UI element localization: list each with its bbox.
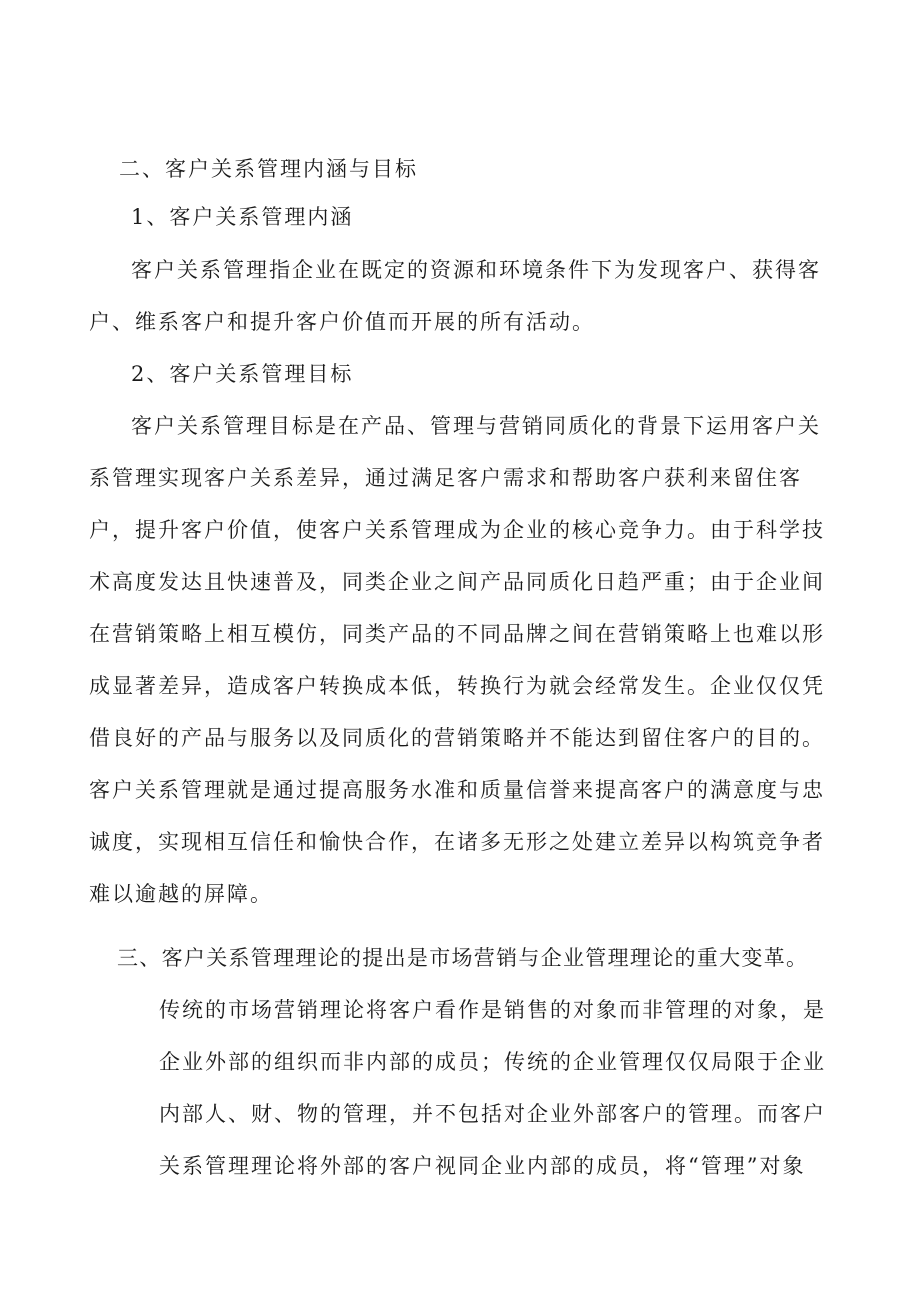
paragraph-line: 客户关系管理目标是在产品、管理与营销同质化的背景下运用客户关 [131,414,821,438]
paragraph-line: 成显著差异，造成客户转换成本低，转换行为就会经常发生。企业仅仅凭 [89,674,825,698]
paragraph-line: 关系管理理论将外部的客户视同企业内部的成员，将“管理”对象 [159,1154,806,1178]
subsection-2-1-heading: 1、客户关系管理内涵 [131,205,354,229]
section-2-heading: 二、客户关系管理内涵与目标 [119,157,418,181]
paragraph-line: 客户关系管理就是通过提高服务水准和质量信誉来提高客户的满意度与忠 [89,778,825,802]
paragraph-line: 借良好的产品与服务以及同质化的营销策略并不能达到留住客户的目的。 [89,726,825,750]
paragraph-line: 在营销策略上相互模仿，同类产品的不同品牌之间在营销策略上也难以形 [89,622,825,646]
paragraph-line: 内部人、财、物的管理，并不包括对企业外部客户的管理。而客户 [159,1102,826,1126]
paragraph-line: 户，提升客户价值，使客户关系管理成为企业的核心竞争力。由于科学技 [89,518,825,542]
subsection-2-2-heading: 2、客户关系管理目标 [131,362,354,386]
paragraph-line: 难以逾越的屏障。 [89,882,273,906]
paragraph-line: 户、维系客户和提升客户价值而开展的所有活动。 [89,310,595,334]
paragraph-line: 术高度发达且快速普及，同类企业之间产品同质化日趋严重；由于企业间 [89,570,825,594]
paragraph-line: 客户关系管理指企业在既定的资源和环境条件下为发现客户、获得客 [131,258,821,282]
paragraph-line: 传统的市场营销理论将客户看作是销售的对象而非管理的对象，是 [159,998,826,1022]
paragraph-line: 企业外部的组织而非内部的成员；传统的企业管理仅仅局限于企业 [159,1050,826,1074]
section-3-heading: 三、客户关系管理理论的提出是市场营销与企业管理理论的重大变革。 [117,946,809,970]
paragraph-line: 诚度，实现相互信任和愉快合作，在诸多无形之处建立差异以构筑竞争者 [89,830,825,854]
paragraph-line: 系管理实现客户关系差异，通过满足客户需求和帮助客户获利来留住客 [89,466,802,490]
